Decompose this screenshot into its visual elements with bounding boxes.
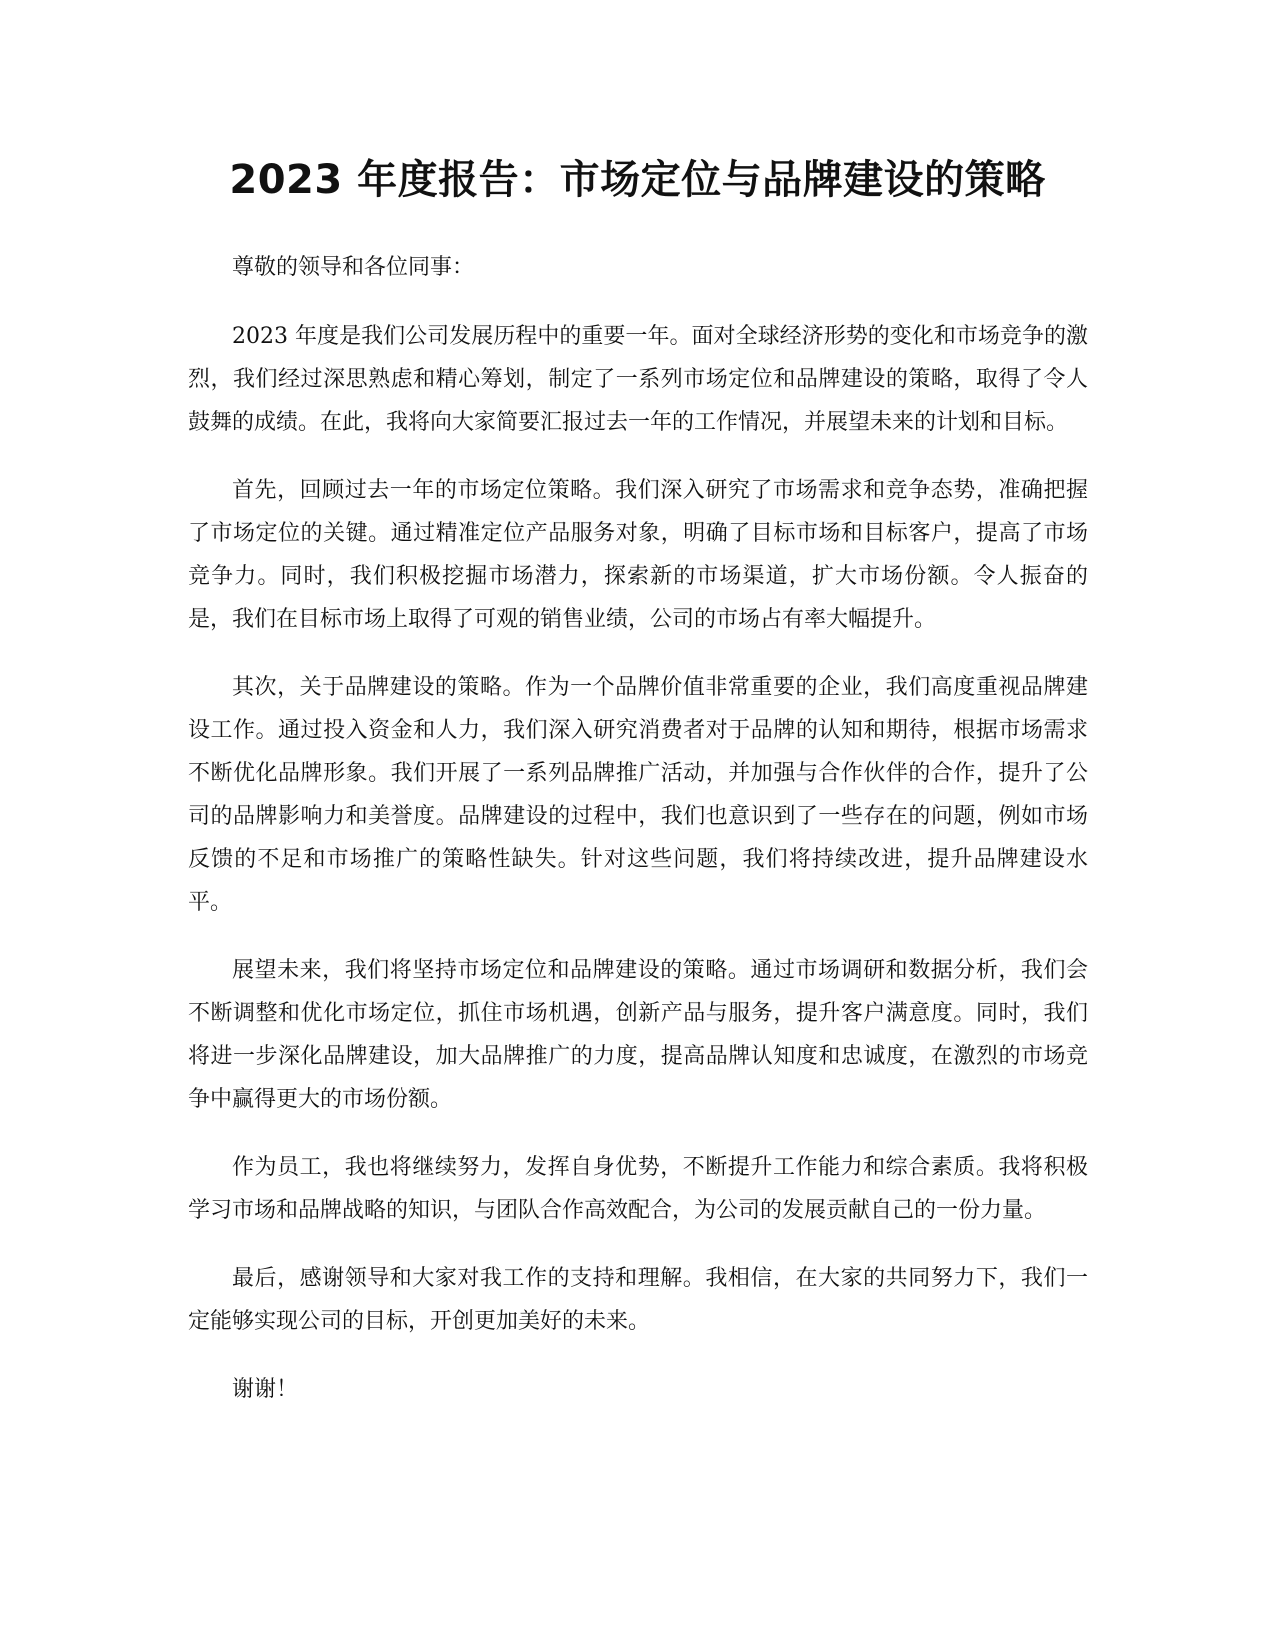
paragraph-brand-building: 其次，关于品牌建设的策略。作为一个品牌价值非常重要的企业，我们高度重视品牌建设工作。通过投入资金和人力，我们深入研究消费者对于品牌的认知和期待，根据市场需求不断优化品牌形象。我们开展了一系列品牌推广活动，并加强与合作伙伴的合作，提升了公司的品牌影响力和美誉度。品牌建设的过程中，我们也意识到了一些存在的问题，例如市场反馈的不足和市场推广的策略性缺失。针对这些问题，我们将持续改进，提升品牌建设水平。: [188, 675, 1088, 915]
paragraph-market-positioning: 首先，回顾过去一年的市场定位策略。我们深入研究了市场需求和竞争态势，准确把握了市场定位的关键。通过精准定位产品服务对象，明确了目标市场和目标客户，提高了市场竞争力。同时，我们积极挖掘市场潜力，探索新的市场渠道，扩大市场份额。令人振奋的是，我们在目标市场上取得了可观的销售业绩，公司的市场占有率大幅提升。: [188, 478, 1088, 632]
document-title: 2023 年度报告：市场定位与品牌建设的策略: [229, 157, 1046, 203]
document-body: [188, 246, 1088, 1436]
paragraph-intro: 2023 年度是我们公司发展历程中的重要一年。面对全球经济形势的变化和市场竞争的激烈，我们经过深思熟虑和精心筹划，制定了一系列市场定位和品牌建设的策略，取得了令人鼓舞的成绩。在此，我将向大家简要汇报过去一年的工作情况，并展望未来的计划和目标。: [188, 324, 1088, 435]
paragraph-employee-commitment: 作为员工，我也将继续努力，发挥自身优势，不断提升工作能力和综合素质。我将积极学习市场和品牌战略的知识，与团队合作高效配合，为公司的发展贡献自己的一份力量。: [188, 1155, 1088, 1223]
closing: 谢谢！: [232, 1377, 299, 1402]
salutation: 尊敬的领导和各位同事：: [232, 255, 475, 280]
paragraph-outlook: 展望未来，我们将坚持市场定位和品牌建设的策略。通过市场调研和数据分析，我们会不断调整和优化市场定位，抓住市场机遇，创新产品与服务，提升客户满意度。同时，我们将进一步深化品牌建设，加大品牌推广的力度，提高品牌认知度和忠诚度，在激烈的市场竞争中赢得更大的市场份额。: [188, 958, 1088, 1112]
paragraph-thanks: 最后，感谢领导和大家对我工作的支持和理解。我相信，在大家的共同努力下，我们一定能够实现公司的目标，开创更加美好的未来。: [188, 1266, 1088, 1334]
